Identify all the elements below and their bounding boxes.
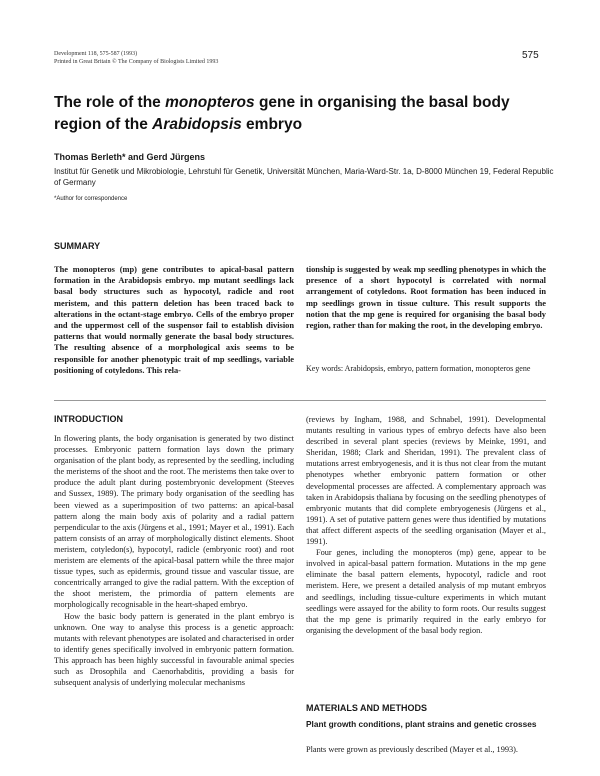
article-title: [54, 92, 554, 136]
correspondence-note: *Author for correspondence: [54, 196, 128, 202]
summary-heading: SUMMARY: [54, 241, 101, 251]
title-text-2: gene in organising the basal body region of the: [54, 94, 510, 133]
methods-heading: MATERIALS AND METHODS: [306, 703, 427, 713]
intro-paragraph-4: Four genes, including the monopteros (mp) gene, appear to be involved in apical-basal pattern formation. Mutations in the mp gene eliminate the basal pattern elements, hypocotyl, radicle and root meristem. Here, we present a detailed analysis of mp mutant embryos and seedlings, including tissue-culture experiments in which mutant seedlings were assayed for the ability to form roots. Our results suggest that the mp gene is primarily required in the early embryo for organising the development of the basal body region.: [306, 548, 546, 635]
body-left-column: [54, 433, 294, 688]
body-right-column: [306, 414, 546, 636]
title-gene: monopteros: [165, 94, 255, 111]
title-organism: Arabidopsis: [152, 116, 242, 133]
journal-line-2: Printed in Great Britain © The Company of Biologists Limited 1993: [54, 59, 219, 65]
introduction-heading: INTRODUCTION: [54, 414, 123, 424]
methods-subheading: Plant growth conditions, plant strains and genetic crosses: [306, 719, 537, 729]
summary-left-column: The monopteros (mp) gene contributes to apical-basal pattern formation in the Arabidopsis embryo. mp mutant seedlings lack basal body structures such as hypocotyl, radicle and root meristem, and this pattern deletion has been traced back to alterations in the octant-stage embryo. Cells of the embryo proper and the uppermost cell of the suspensor fail to establish division patterns that would normally generate the basal body structures. The resulting absence of a morphological axis seems to be responsible for another phenotypic trait of mp seedlings, variable positioning of cotyledons. This rela-: [54, 265, 294, 375]
intro-paragraph-2: How the basic body pattern is generated in the plant embryo is unknown. One way to analyse this process is a genetic approach: mutants with relevant phenotypes are isolated and characterised in order to identify genes specifically involved in embryonic pattern formation. This approach has been highly successful in favourable animal species such as Drosophila and Caenorhabditis, providing a basis for subsequent analysis of underlying molecular mechanisms: [54, 611, 294, 688]
intro-paragraph-1: In flowering plants, the body organisation is generated by two distinct processes. Embryonic pattern formation lays down the primary organisation of the plant body, as represented by the seedling, including the meristems of the shoot and the root. The meristems then take over to produce the adult plant during postembryonic development (Steeves and Sussex, 1989). The primary body organisation of the seedling has been viewed as a superimposition of two patterns: an apical-basal pattern along the main body axis of polarity and a radial pattern perpendicular to the axis (Jürgens et al., 1991; Mayer et al., 1991). Each pattern consists of an array of morphologically distinct elements. Shoot meristem, cotyledon(s), hypocotyl, radicle (embryonic root) and root meristem are elements of the apical-basal pattern while the three major tissue types, such as epidermis, ground tissue and vascular tissue, are concentrically arranged to give the radial pattern. With the exception of the shoot meristem, the primordia of pattern elements are morphologically recognisable in the heart-shaped embryo.: [54, 434, 294, 610]
title-text-3: embryo: [241, 116, 303, 133]
title-text-1: The role of the: [54, 94, 166, 111]
page-number: 575: [522, 50, 539, 61]
summary-right-column: tionship is suggested by weak mp seedling phenotypes in which the presence of a short hypocotyl is correlated with normal arrangement of cotyledons. Root formation has been induced in mp seedlings grown in tissue culture. This result supports the notion that the mp gene is required for organising the basal body region, rather than for making the root, in the developing embryo.: [306, 265, 546, 331]
journal-line-1: Development 118, 575-587 (1993): [54, 51, 138, 57]
intro-paragraph-3: (reviews by Ingham, 1988, and Schnabel, 1991). Developmental mutants resulting in various types of embryo defects have also been described in several plant species (reviews by Meinke, 1991, and Sheridan, 1988; Clark and Sheridan, 1991). The prevalent class of mutations arrest embryogenesis, and it is thus not clear from the mutant phenotypes whether embryonic pattern formation or other developmental processes are affected. A complementary approach was taken in Arabidopsis thaliana by focusing on the seedling phenotypes of embryonic mutants that did complete embryogenesis (Jürgens et al., 1991). A set of putative pattern genes were thus identified by mutations that affect different aspects of the seedling organisation (Mayer et al., 1991).: [306, 415, 546, 547]
section-divider: [54, 400, 546, 401]
methods-text: Plants were grown as previously described (Mayer et al., 1993).: [306, 745, 518, 754]
authors: Thomas Berleth* and Gerd Jürgens: [54, 152, 206, 162]
keywords: Key words: Arabidopsis, embryo, pattern formation, monopteros gene: [306, 364, 531, 373]
affiliation: Institut für Genetik und Mikrobiologie, Lehrstuhl für Genetik, Universität München, Maria-Ward-Str. 1a, D-8000 München 19, Federal Republic of Germany: [54, 167, 554, 187]
journal-citation: [54, 50, 218, 66]
